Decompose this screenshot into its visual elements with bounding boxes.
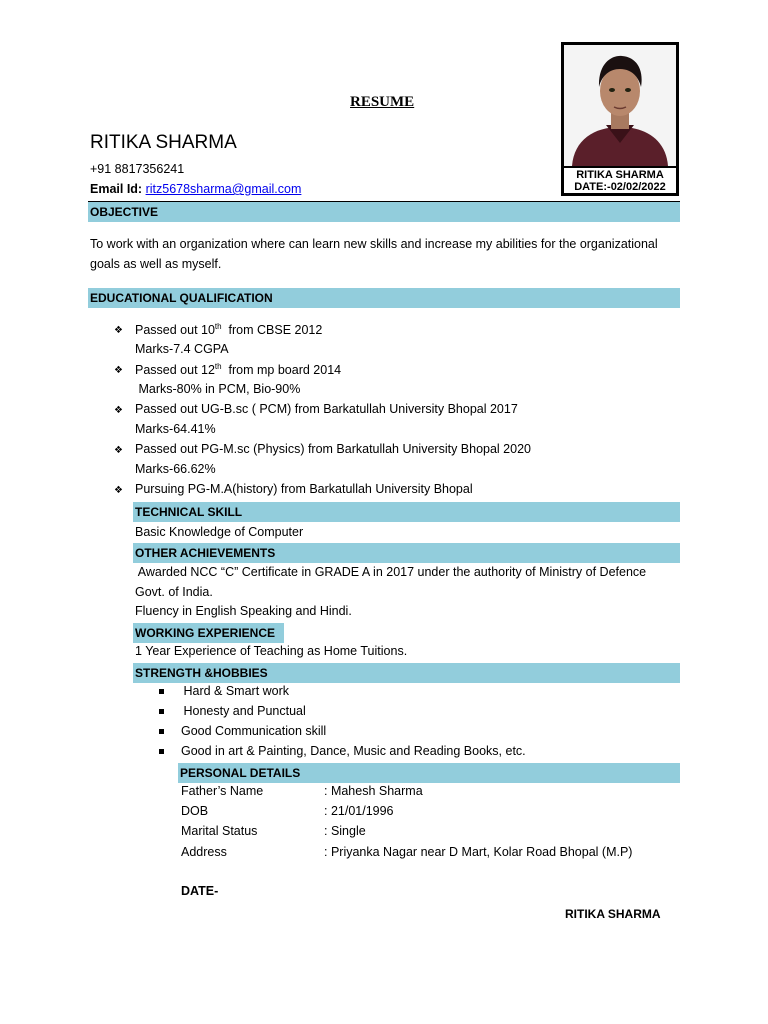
education-item-text-post: from mp board 2014	[221, 363, 342, 378]
achievements-heading: OTHER ACHIEVEMENTS	[133, 543, 680, 563]
square-bullet-icon	[159, 689, 164, 694]
profile-photo	[561, 42, 679, 196]
education-item-marks: Marks-64.41%	[135, 422, 216, 436]
diamond-bullet-icon: ❖	[114, 405, 123, 416]
personal-label: DOB	[181, 804, 209, 818]
experience-heading: WORKING EXPERIENCE	[133, 623, 284, 643]
email-label: Email Id:	[90, 182, 143, 196]
objective-text-line-2: goals as well as myself.	[90, 257, 222, 271]
achievement-line: Awarded NCC “C” Certificate in GRADE A in 2017 under the authority of Ministry of Defence	[135, 565, 647, 579]
personal-value: : 21/01/1996	[324, 804, 394, 818]
personal-value: : Single	[324, 824, 366, 838]
education-item	[135, 362, 341, 377]
personal-value: : Priyanka Nagar near D Mart, Kolar Road Bhopal (M.P)	[324, 845, 633, 859]
square-bullet-icon	[159, 749, 164, 754]
person-photo-icon	[564, 45, 676, 166]
education-item-text-post: from CBSE 2012	[221, 323, 323, 338]
personal-label: Father’s Name	[181, 784, 264, 798]
objective-text-line-1: To work with an organization where can learn new skills and increase my abilities for the organizational	[90, 237, 658, 251]
square-bullet-icon	[159, 709, 164, 714]
photo-caption	[564, 166, 676, 193]
education-heading: EDUCATIONAL QUALIFICATION	[88, 288, 680, 308]
personal-label: Address	[181, 845, 227, 859]
email-line	[90, 182, 301, 196]
hobby-item: Honesty and Punctual	[180, 704, 306, 718]
hobby-item: Good Communication skill	[181, 724, 327, 738]
education-item-text: Passed out 10	[135, 323, 215, 338]
technical-skill-text: Basic Knowledge of Computer	[135, 525, 304, 539]
education-item-sup: th	[214, 362, 222, 371]
strength-hobbies-heading: STRENGTH &HOBBIES	[133, 663, 680, 683]
education-item-text: Passed out 12	[135, 363, 215, 378]
education-item: Passed out PG-M.sc (Physics) from Barkatullah University Bhopal 2020	[135, 442, 531, 456]
photo-frame	[564, 45, 676, 193]
objective-heading: OBJECTIVE	[88, 202, 680, 222]
candidate-name: RITIKA SHARMA	[90, 132, 237, 153]
diamond-bullet-icon: ❖	[114, 445, 123, 456]
hobby-item: Good in art & Painting, Dance, Music and Reading Books, etc.	[181, 744, 526, 758]
education-item-marks: Marks-66.62%	[135, 462, 216, 476]
personal-label: Marital Status	[181, 824, 258, 838]
education-item: Pursuing PG-M.A(history) from Barkatullah University Bhopal	[135, 482, 473, 496]
achievement-line: Govt. of India.	[135, 585, 213, 599]
phone-number: +91 8817356241	[90, 162, 185, 176]
diamond-bullet-icon: ❖	[114, 485, 123, 496]
personal-value: : Mahesh Sharma	[324, 784, 423, 798]
education-item-sup: th	[214, 322, 222, 331]
education-item	[135, 322, 322, 337]
hobby-item: Hard & Smart work	[180, 684, 290, 698]
achievement-line: Fluency in English Speaking and Hindi.	[135, 604, 352, 618]
photo-caption-name: RITIKA SHARMA	[576, 169, 664, 181]
education-item-marks: Marks-7.4 CGPA	[135, 342, 229, 356]
diamond-bullet-icon: ❖	[114, 365, 123, 376]
education-item-marks: Marks-80% in PCM, Bio-90%	[135, 382, 301, 396]
technical-skill-heading: TECHNICAL SKILL	[133, 502, 680, 522]
signature-name: RITIKA SHARMA	[565, 907, 661, 921]
diamond-bullet-icon: ❖	[114, 325, 123, 336]
resume-title: RESUME	[350, 94, 415, 110]
personal-details-heading: PERSONAL DETAILS	[178, 763, 680, 783]
education-item: Passed out UG-B.sc ( PCM) from Barkatullah University Bhopal 2017	[135, 402, 518, 416]
date-label: DATE-	[181, 884, 219, 898]
experience-text: 1 Year Experience of Teaching as Home Tuitions.	[135, 644, 408, 658]
square-bullet-icon	[159, 729, 164, 734]
photo-caption-date: DATE:-02/02/2022	[574, 181, 666, 193]
email-link[interactable]: ritz5678sharma@gmail.com	[145, 182, 302, 196]
